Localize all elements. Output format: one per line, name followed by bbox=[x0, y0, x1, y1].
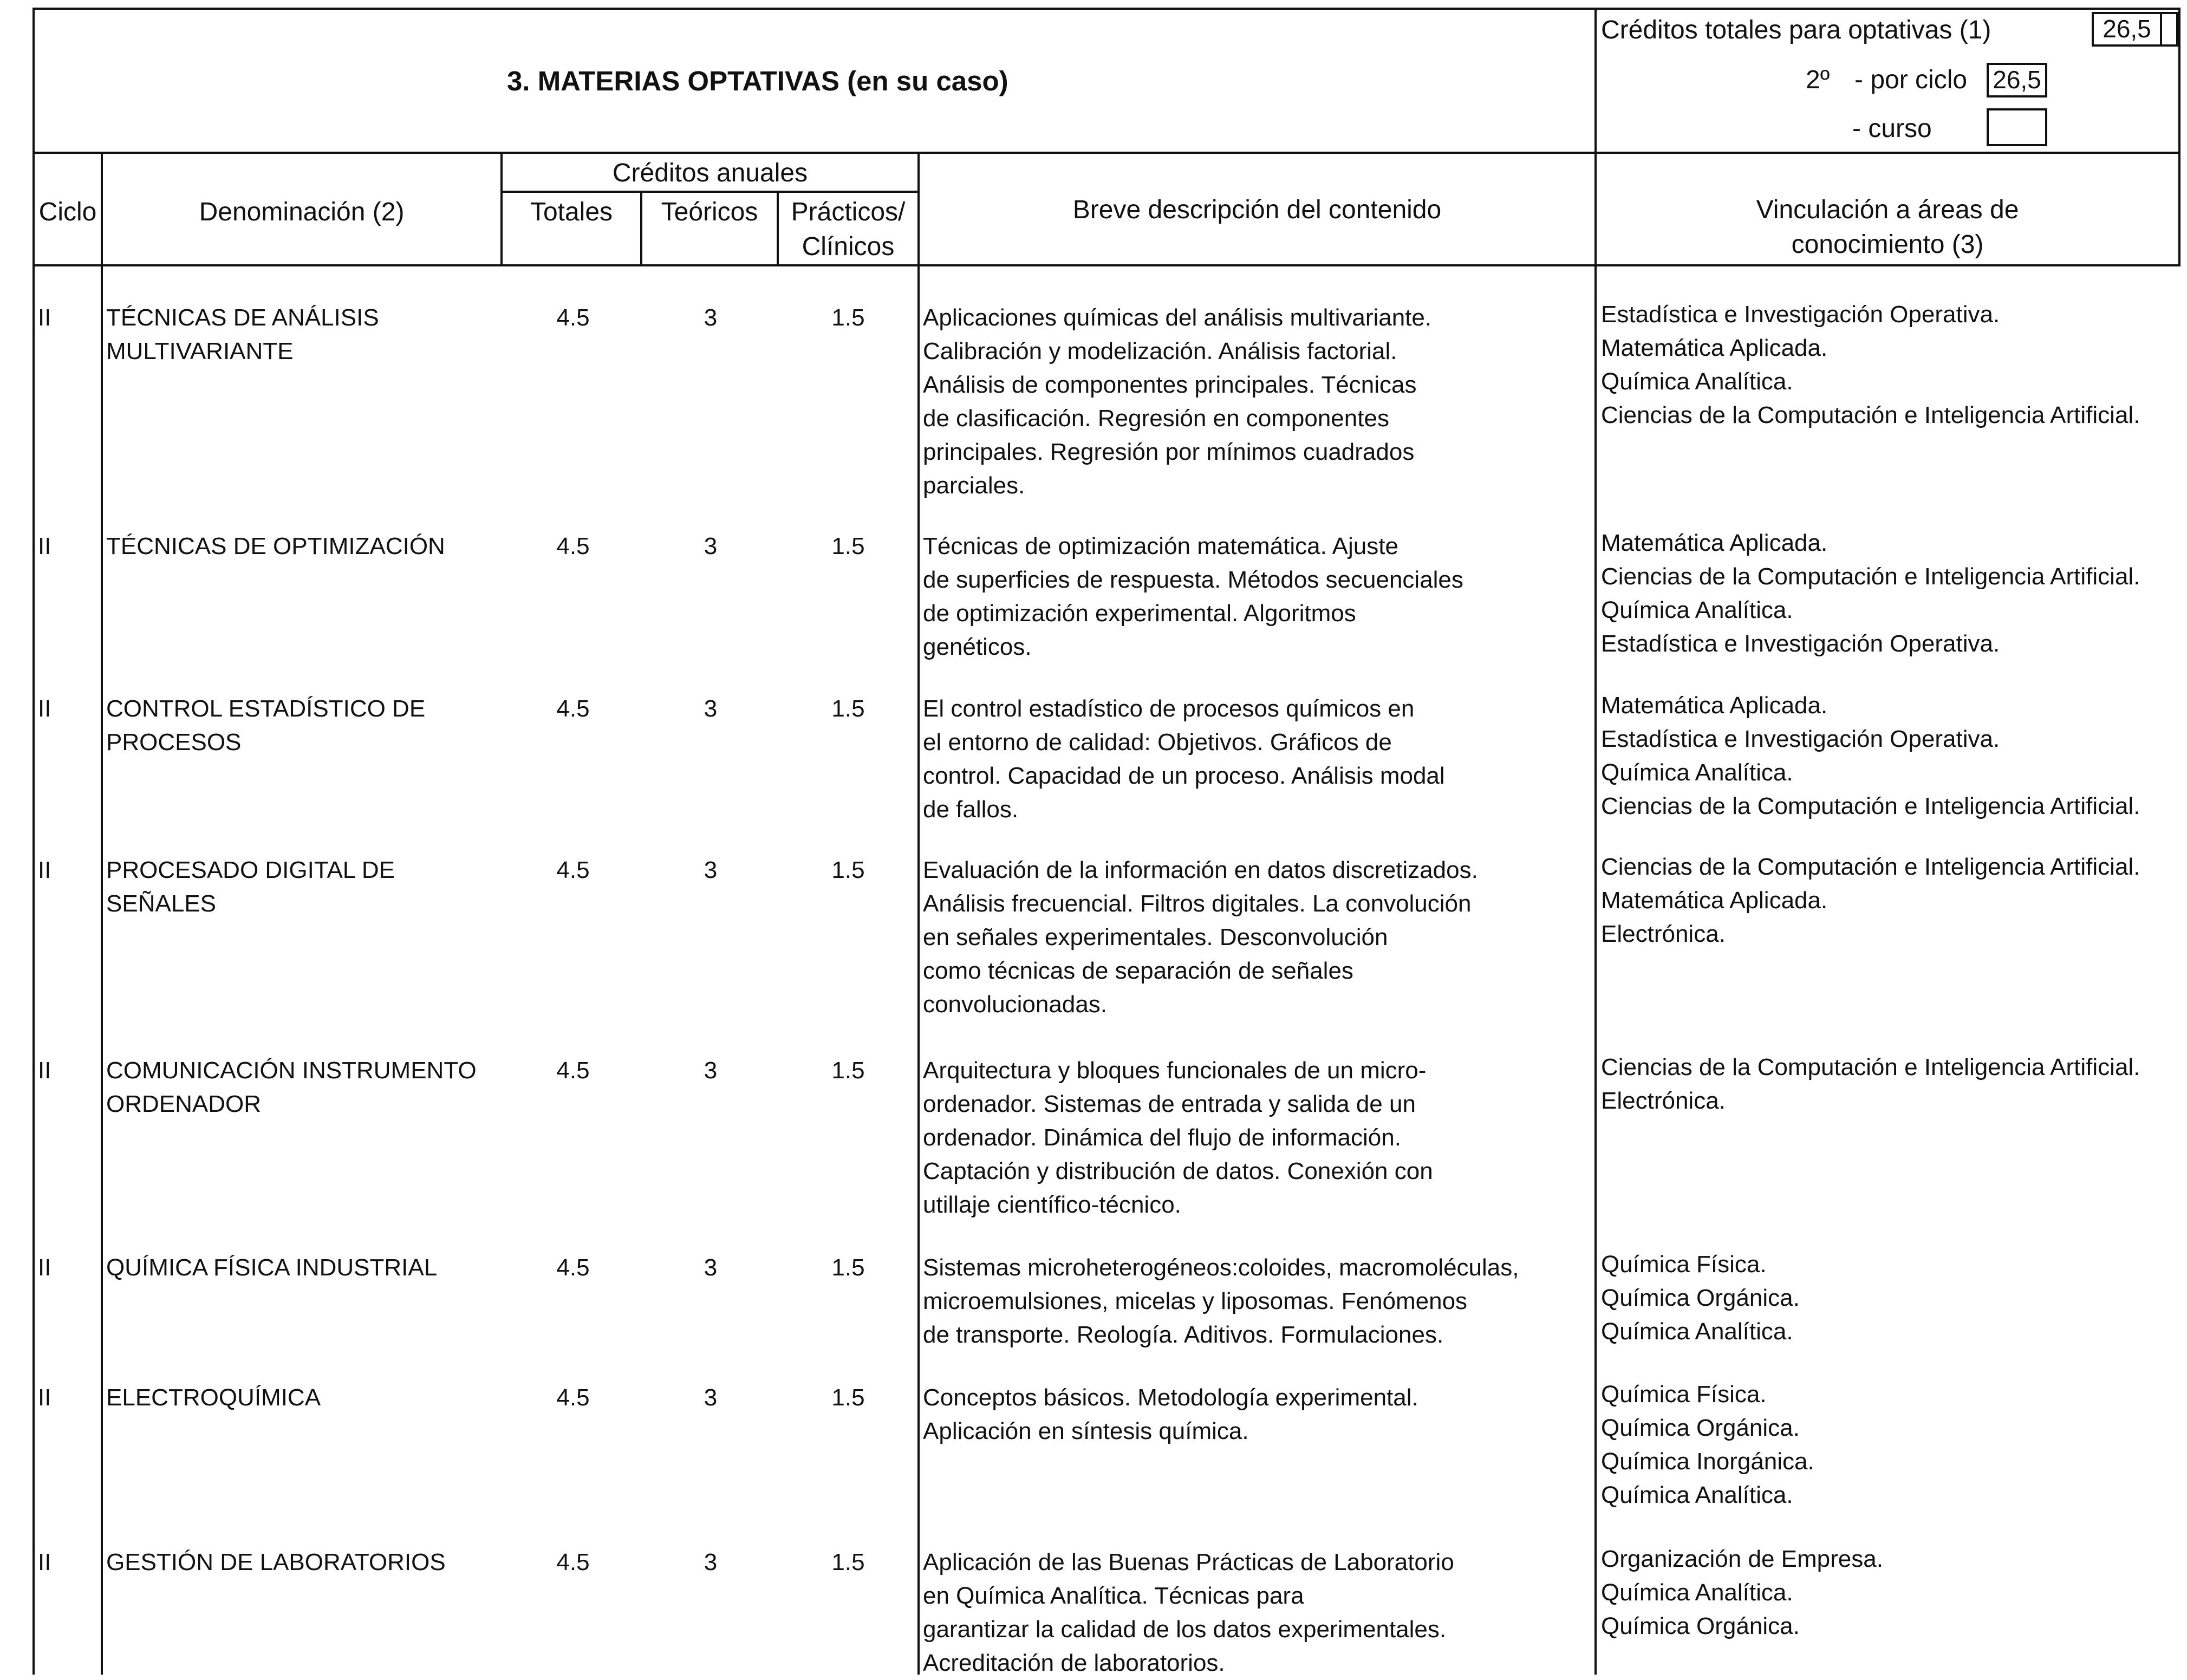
row-ciclo: II bbox=[38, 1549, 51, 1575]
row-area: Organización de Empresa. bbox=[1601, 1546, 1883, 1572]
row-descripcion: parciales. bbox=[923, 472, 1025, 499]
row-area: Química Orgánica. bbox=[1601, 1613, 1800, 1639]
row-practicos: 1.5 bbox=[831, 1549, 865, 1575]
header-creditos-anuales: Créditos anuales bbox=[612, 159, 808, 187]
row-descripcion: Análisis de componentes principales. Técnicas bbox=[923, 372, 1417, 398]
row-descripcion: de optimización experimental. Algoritmos bbox=[923, 600, 1356, 627]
row-descripcion: principales. Regresión por mínimos cuadrados bbox=[923, 439, 1415, 465]
row-descripcion: El control estadístico de procesos químicos en bbox=[923, 695, 1415, 722]
row-denominacion: QUÍMICA FÍSICA INDUSTRIAL bbox=[106, 1254, 438, 1281]
row-area: Ciencias de la Computación e Inteligencia Artificial. bbox=[1601, 854, 2140, 880]
row-descripcion: en señales experimentales. Desconvolución bbox=[923, 924, 1388, 950]
row-descripcion: Aplicación en síntesis química. bbox=[923, 1418, 1249, 1444]
row-denominacion: COMUNICACIÓN INSTRUMENTO bbox=[106, 1057, 477, 1084]
row-totales: 4.5 bbox=[556, 1254, 590, 1281]
row-ciclo: II bbox=[38, 857, 51, 883]
header-practicos: Prácticos/ bbox=[791, 198, 906, 226]
column-divider-ciclo bbox=[101, 152, 103, 1675]
row-area: Química Inorgánica. bbox=[1601, 1448, 1814, 1475]
header-teoricos: Teóricos bbox=[661, 198, 758, 226]
row-area: Estadística e Investigación Operativa. bbox=[1601, 726, 2000, 752]
credits-total-box-tab bbox=[2162, 12, 2178, 47]
column-header-bottom-border bbox=[32, 264, 2181, 266]
header-totales: Totales bbox=[530, 198, 613, 226]
row-denominacion: MULTIVARIANTE bbox=[106, 338, 294, 364]
row-denominacion: PROCESOS bbox=[106, 729, 242, 756]
row-descripcion: Arquitectura y bloques funcionales de un micro- bbox=[923, 1057, 1427, 1084]
page-title: 3. MATERIAS OPTATIVAS (en su caso) bbox=[507, 66, 1008, 96]
row-descripcion: como técnicas de separación de señales bbox=[923, 958, 1353, 984]
row-descripcion: control. Capacidad de un proceso. Análisis modal bbox=[923, 763, 1445, 789]
row-descripcion: de superficies de respuesta. Métodos secuenciales bbox=[923, 566, 1463, 593]
row-totales: 4.5 bbox=[556, 533, 590, 559]
row-area: Matemática Aplicada. bbox=[1601, 692, 1828, 719]
row-descripcion: el entorno de calidad: Objetivos. Gráficos de bbox=[923, 729, 1392, 756]
row-teoricos: 3 bbox=[704, 857, 718, 883]
row-totales: 4.5 bbox=[556, 304, 590, 331]
header-denominacion: Denominación (2) bbox=[199, 198, 405, 226]
row-denominacion: TÉCNICAS DE OPTIMIZACIÓN bbox=[106, 533, 445, 559]
row-totales: 4.5 bbox=[556, 1057, 590, 1084]
row-teoricos: 3 bbox=[704, 695, 718, 722]
por-ciclo-label: - por ciclo bbox=[1854, 66, 1968, 94]
credits-total-label: Créditos totales para optativas (1) bbox=[1601, 16, 1991, 44]
row-area: Química Analítica. bbox=[1601, 1318, 1793, 1345]
row-area: Química Analítica. bbox=[1601, 597, 1793, 623]
header-vinculacion: Vinculación a áreas de bbox=[1756, 196, 2019, 224]
row-descripcion: ordenador. Dinámica del flujo de información. bbox=[923, 1124, 1401, 1151]
row-descripcion: Acreditación de laboratorios. bbox=[923, 1650, 1225, 1676]
row-denominacion: SEÑALES bbox=[106, 890, 216, 917]
row-descripcion: de clasificación. Regresión en componentes bbox=[923, 405, 1389, 432]
row-area: Química Analítica. bbox=[1601, 759, 1793, 786]
row-practicos: 1.5 bbox=[831, 1254, 865, 1281]
frame-top-border bbox=[32, 8, 2181, 10]
row-totales: 4.5 bbox=[556, 1384, 590, 1411]
row-descripcion: ordenador. Sistemas de entrada y salida de un bbox=[923, 1091, 1416, 1117]
row-ciclo: II bbox=[38, 1057, 51, 1084]
row-area: Química Física. bbox=[1601, 1251, 1767, 1278]
row-denominacion: GESTIÓN DE LABORATORIOS bbox=[106, 1549, 446, 1575]
credits-total-box: 26,5 bbox=[2092, 12, 2162, 47]
row-descripcion: utillaje científico-técnico. bbox=[923, 1191, 1181, 1218]
row-area: Matemática Aplicada. bbox=[1601, 530, 1828, 556]
row-descripcion: Aplicaciones químicas del análisis multivariante. bbox=[923, 304, 1432, 331]
row-teoricos: 3 bbox=[704, 1254, 718, 1281]
row-area: Ciencias de la Computación e Inteligencia Artificial. bbox=[1601, 563, 2140, 590]
row-practicos: 1.5 bbox=[831, 1057, 865, 1084]
row-teoricos: 3 bbox=[704, 1057, 718, 1084]
curso-box bbox=[1987, 108, 2047, 146]
row-descripcion: Análisis frecuencial. Filtros digitales. La convolución bbox=[923, 890, 1472, 917]
row-teoricos: 3 bbox=[704, 1384, 718, 1411]
row-area: Química Física. bbox=[1601, 1381, 1767, 1408]
frame-right-border bbox=[2178, 8, 2181, 265]
row-descripcion: Evaluación de la información en datos discretizados. bbox=[923, 857, 1478, 883]
row-practicos: 1.5 bbox=[831, 304, 865, 331]
row-descripcion: Conceptos básicos. Metodología experimental. bbox=[923, 1384, 1418, 1411]
row-area: Matemática Aplicada. bbox=[1601, 335, 1828, 361]
row-area: Estadística e Investigación Operativa. bbox=[1601, 630, 2000, 657]
cycle-prefix: 2º bbox=[1806, 66, 1830, 94]
row-ciclo: II bbox=[38, 695, 51, 722]
row-descripcion: Calibración y modelización. Análisis factorial. bbox=[923, 338, 1397, 364]
header-separator bbox=[32, 152, 2181, 154]
row-ciclo: II bbox=[38, 1384, 51, 1411]
row-descripcion: garantizar la calidad de los datos experimentales. bbox=[923, 1616, 1447, 1643]
row-descripcion: de fallos. bbox=[923, 796, 1019, 823]
frame-left-border bbox=[32, 8, 35, 1675]
row-practicos: 1.5 bbox=[831, 533, 865, 559]
header-clinicos: Clínicos bbox=[802, 232, 895, 261]
row-area: Química Analítica. bbox=[1601, 368, 1793, 395]
curso-label: - curso bbox=[1852, 114, 1932, 143]
row-descripcion: Captación y distribución de datos. Conexión con bbox=[923, 1158, 1433, 1184]
row-denominacion: TÉCNICAS DE ANÁLISIS bbox=[106, 304, 379, 331]
row-area: Química Analítica. bbox=[1601, 1482, 1793, 1508]
row-totales: 4.5 bbox=[556, 857, 590, 883]
row-area: Química Analítica. bbox=[1601, 1579, 1793, 1606]
row-area: Ciencias de la Computación e Inteligencia Artificial. bbox=[1601, 793, 2140, 819]
row-totales: 4.5 bbox=[556, 695, 590, 722]
row-area: Estadística e Investigación Operativa. bbox=[1601, 301, 2000, 328]
row-teoricos: 3 bbox=[704, 1549, 718, 1575]
row-descripcion: genéticos. bbox=[923, 634, 1032, 660]
row-descripcion: Aplicación de las Buenas Prácticas de Laboratorio bbox=[923, 1549, 1454, 1575]
row-denominacion: PROCESADO DIGITAL DE bbox=[106, 857, 395, 883]
row-area: Electrónica. bbox=[1601, 1088, 1726, 1114]
header-conocimiento: conocimiento (3) bbox=[1791, 230, 1984, 259]
row-ciclo: II bbox=[38, 1254, 51, 1281]
row-practicos: 1.5 bbox=[831, 857, 865, 883]
row-ciclo: II bbox=[38, 304, 51, 331]
header-descripcion: Breve descripción del contenido bbox=[1072, 196, 1442, 224]
row-descripcion: convolucionadas. bbox=[923, 991, 1108, 1018]
row-area: Ciencias de la Computación e Inteligencia Artificial. bbox=[1601, 1054, 2140, 1080]
row-area: Ciencias de la Computación e Inteligencia Artificial. bbox=[1601, 402, 2140, 428]
row-area: Electrónica. bbox=[1601, 921, 1726, 947]
row-practicos: 1.5 bbox=[831, 695, 865, 722]
row-descripcion: en Química Analítica. Técnicas para bbox=[923, 1583, 1304, 1609]
row-denominacion: ELECTROQUÍMICA bbox=[106, 1384, 321, 1411]
row-area: Química Orgánica. bbox=[1601, 1415, 1800, 1441]
row-area: Química Orgánica. bbox=[1601, 1285, 1800, 1311]
row-descripcion: de transporte. Reología. Aditivos. Formulaciones. bbox=[923, 1321, 1444, 1348]
row-teoricos: 3 bbox=[704, 304, 718, 331]
column-divider-practicos bbox=[917, 152, 920, 1675]
row-denominacion: ORDENADOR bbox=[106, 1091, 262, 1117]
row-totales: 4.5 bbox=[556, 1549, 590, 1575]
creditos-anuales-underline bbox=[500, 191, 919, 193]
row-teoricos: 3 bbox=[704, 533, 718, 559]
row-denominacion: CONTROL ESTADÍSTICO DE bbox=[106, 695, 426, 722]
row-descripcion: Técnicas de optimización matemática. Ajuste bbox=[923, 533, 1398, 559]
por-ciclo-box: 26,5 bbox=[1987, 63, 2047, 97]
row-ciclo: II bbox=[38, 533, 51, 559]
row-area: Matemática Aplicada. bbox=[1601, 887, 1828, 914]
row-descripcion: microemulsiones, micelas y liposomas. Fenómenos bbox=[923, 1288, 1468, 1314]
row-descripcion: Sistemas microheterogéneos:coloides, macromoléculas, bbox=[923, 1254, 1519, 1281]
row-practicos: 1.5 bbox=[831, 1384, 865, 1411]
header-ciclo: Ciclo bbox=[38, 198, 97, 226]
